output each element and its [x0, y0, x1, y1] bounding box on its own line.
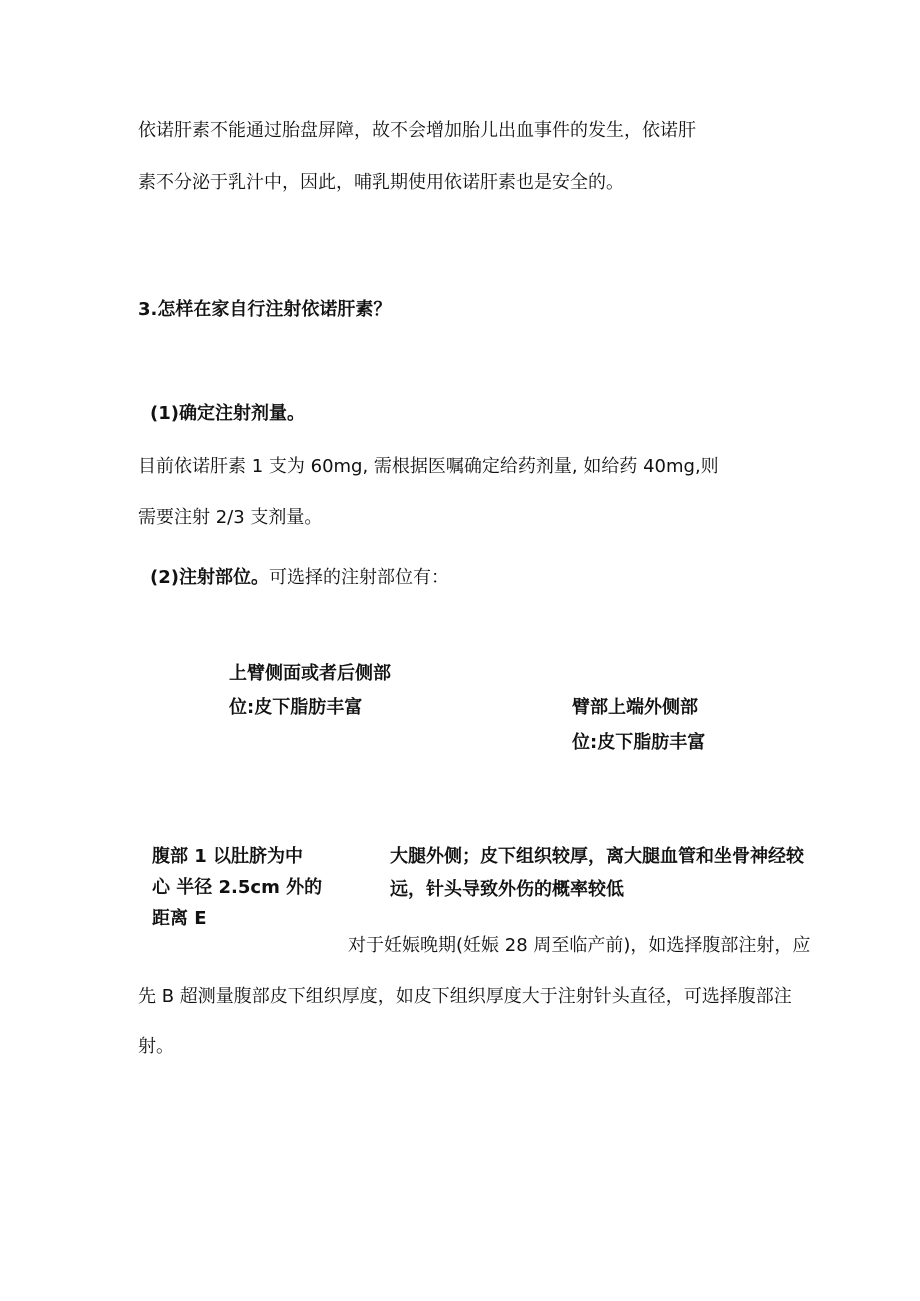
- step2-tail: 可选择的注射部位有：: [268, 567, 449, 588]
- site-buttock-line2: 位:皮下脂肪丰富: [572, 732, 706, 753]
- step1-line1: 目前依诺肝素 1 支为 60mg, 需根据医嘱确定给药剂量, 如给药 40mg,则: [138, 456, 719, 477]
- paragraph1-line2: 素不分泌于乳汁中，因此，哺乳期使用依诺肝素也是安全的。: [138, 172, 624, 193]
- step1-line2: 需要注射 2/3 支剂量。: [138, 507, 323, 528]
- paragraph-late-line1: 对于妊娠晚期(妊娠 28 周至临产前)，如选择腹部注射，应: [348, 935, 811, 956]
- site-buttock-line1: 臂部上端外侧部: [572, 697, 698, 718]
- step1-title: (1)确定注射剂量。: [150, 403, 305, 424]
- paragraph-late-line2: 先 B 超测量腹部皮下组织厚度，如皮下组织厚度大于注射针头直径，可选择腹部注: [138, 986, 792, 1007]
- site-abdomen-line3: 距离 E: [152, 908, 207, 929]
- step2-line: [150, 565, 449, 591]
- section-heading-3: 3.怎样在家自行注射依诺肝素？: [138, 299, 392, 320]
- site-upper-arm-line2: 位:皮下脂肪丰富: [229, 697, 363, 718]
- site-thigh-line2: 远，针头导致外伤的概率较低: [390, 879, 624, 900]
- step2-title: (2)注射部位。: [150, 567, 269, 588]
- paragraph1-line1: 依诺肝素不能通过胎盘屏障，故不会增加胎儿出血事件的发生，依诺肝: [138, 120, 696, 141]
- paragraph-late-line3: 射。: [138, 1036, 174, 1057]
- site-thigh-line1: 大腿外侧；皮下组织较厚，离大腿血管和坐骨神经较: [390, 846, 804, 867]
- site-upper-arm-line1: 上臂侧面或者后侧部: [229, 663, 391, 684]
- site-abdomen-line1: 腹部 1 以肚脐为中: [152, 846, 304, 867]
- site-abdomen-line2: 心 半径 2.5cm 外的: [152, 877, 323, 898]
